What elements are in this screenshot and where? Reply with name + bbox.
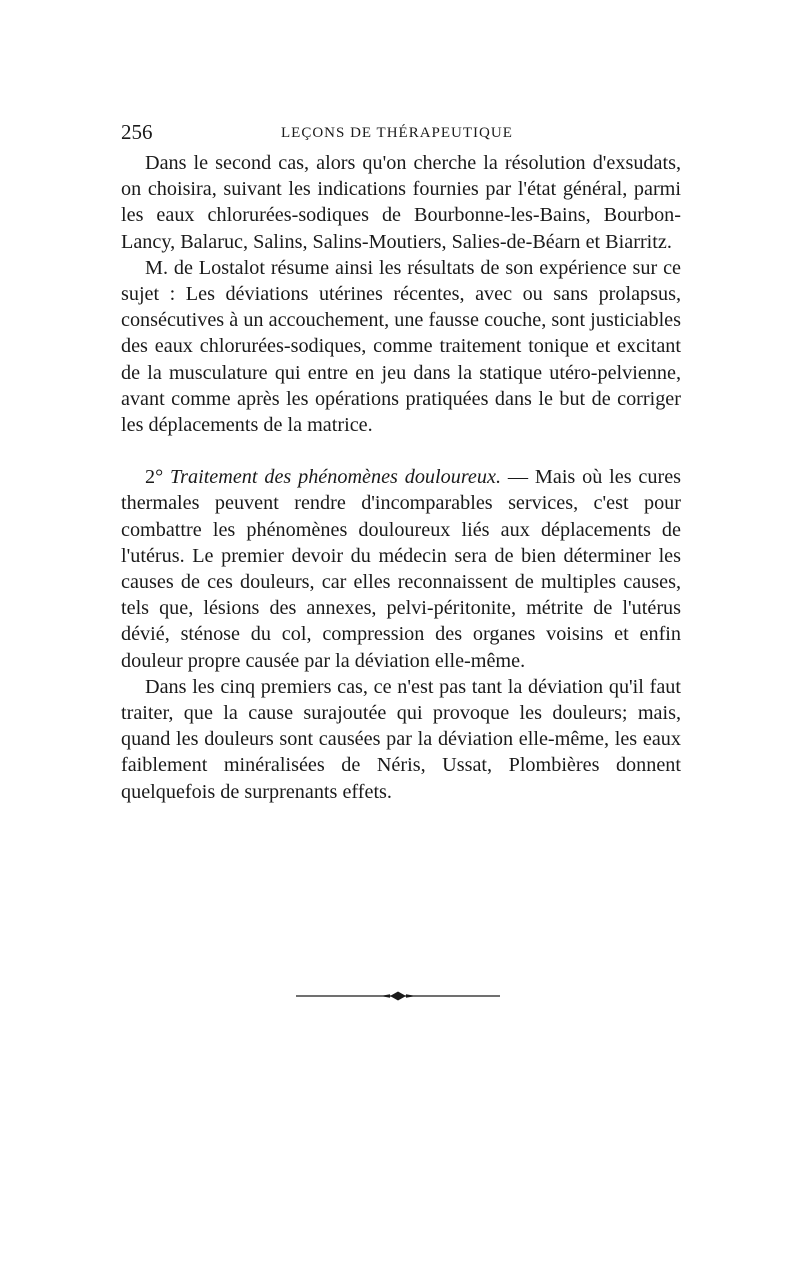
- fleuron-divider-icon: [296, 990, 500, 1002]
- em-dash: —: [507, 466, 529, 489]
- section-text: Mais où les cures thermales peuvent rendre d'incomparables services, c'est pour combattre les phénomènes douloureux liés aux déplacements de l'utérus. Le premier devoir du médecin sera de bien déterminer les causes de ces douleurs, car elles reconnaissent de multiples causes, tels que, lésions des annexes, pelvi-péritonite, métrite de l'utérus dévié, sténose du col, compression des organes voisins et enfin douleur propre causée par la déviation elle-même.: [121, 466, 682, 672]
- section-heading: Traitement des phénomènes douloureux.: [170, 466, 501, 489]
- paragraph-lostalot: M. de Lostalot résume ainsi les résultats de son expérience sur ce sujet : Les déviations utérines récentes, avec ou sans prolapsus, consécutives à un accouchement, une fausse couche, sont justiciables des eaux chlorurées-sodiques, comme traitement tonique et excitant de la musculature qui entre en jeu dans la statique utéro-pelvienne, avant comme après les opérations pratiquées dans le but de corriger les déplacements de la matrice.: [121, 256, 681, 437]
- paragraph-traitement: [121, 464, 681, 674]
- paragraph-cinq-cas: Dans les cinq premiers cas, ce n'est pas tant la déviation qu'il faut traiter, que la cause surajoutée qui provoque les douleurs; mais, quand les douleurs sont causées par la déviation elle-même, les eaux faiblement minéralisées de Néris, Ussat, Plombières donnent quelquefois de surprenants effets.: [121, 675, 681, 803]
- section-number: 2°: [145, 466, 164, 489]
- book-page: [121, 118, 681, 805]
- paragraph-exsudats: Dans le second cas, alors qu'on cherche la résolution d'exsudats, on choisira, suivant les indications fournies par l'état général, parmi les eaux chlorurées-sodiques de Bourbonne-les-Bains, Bourbon-Lancy, Balaruc, Salins, Salins-Moutiers, Salies-de-Béarn et Biarritz.: [121, 152, 681, 253]
- page-header: [121, 118, 681, 148]
- body-text: [121, 150, 681, 805]
- section-gap: [121, 438, 681, 464]
- running-head: LEÇONS DE THÉRAPEUTIQUE: [281, 125, 513, 141]
- page-number: 256: [121, 120, 153, 144]
